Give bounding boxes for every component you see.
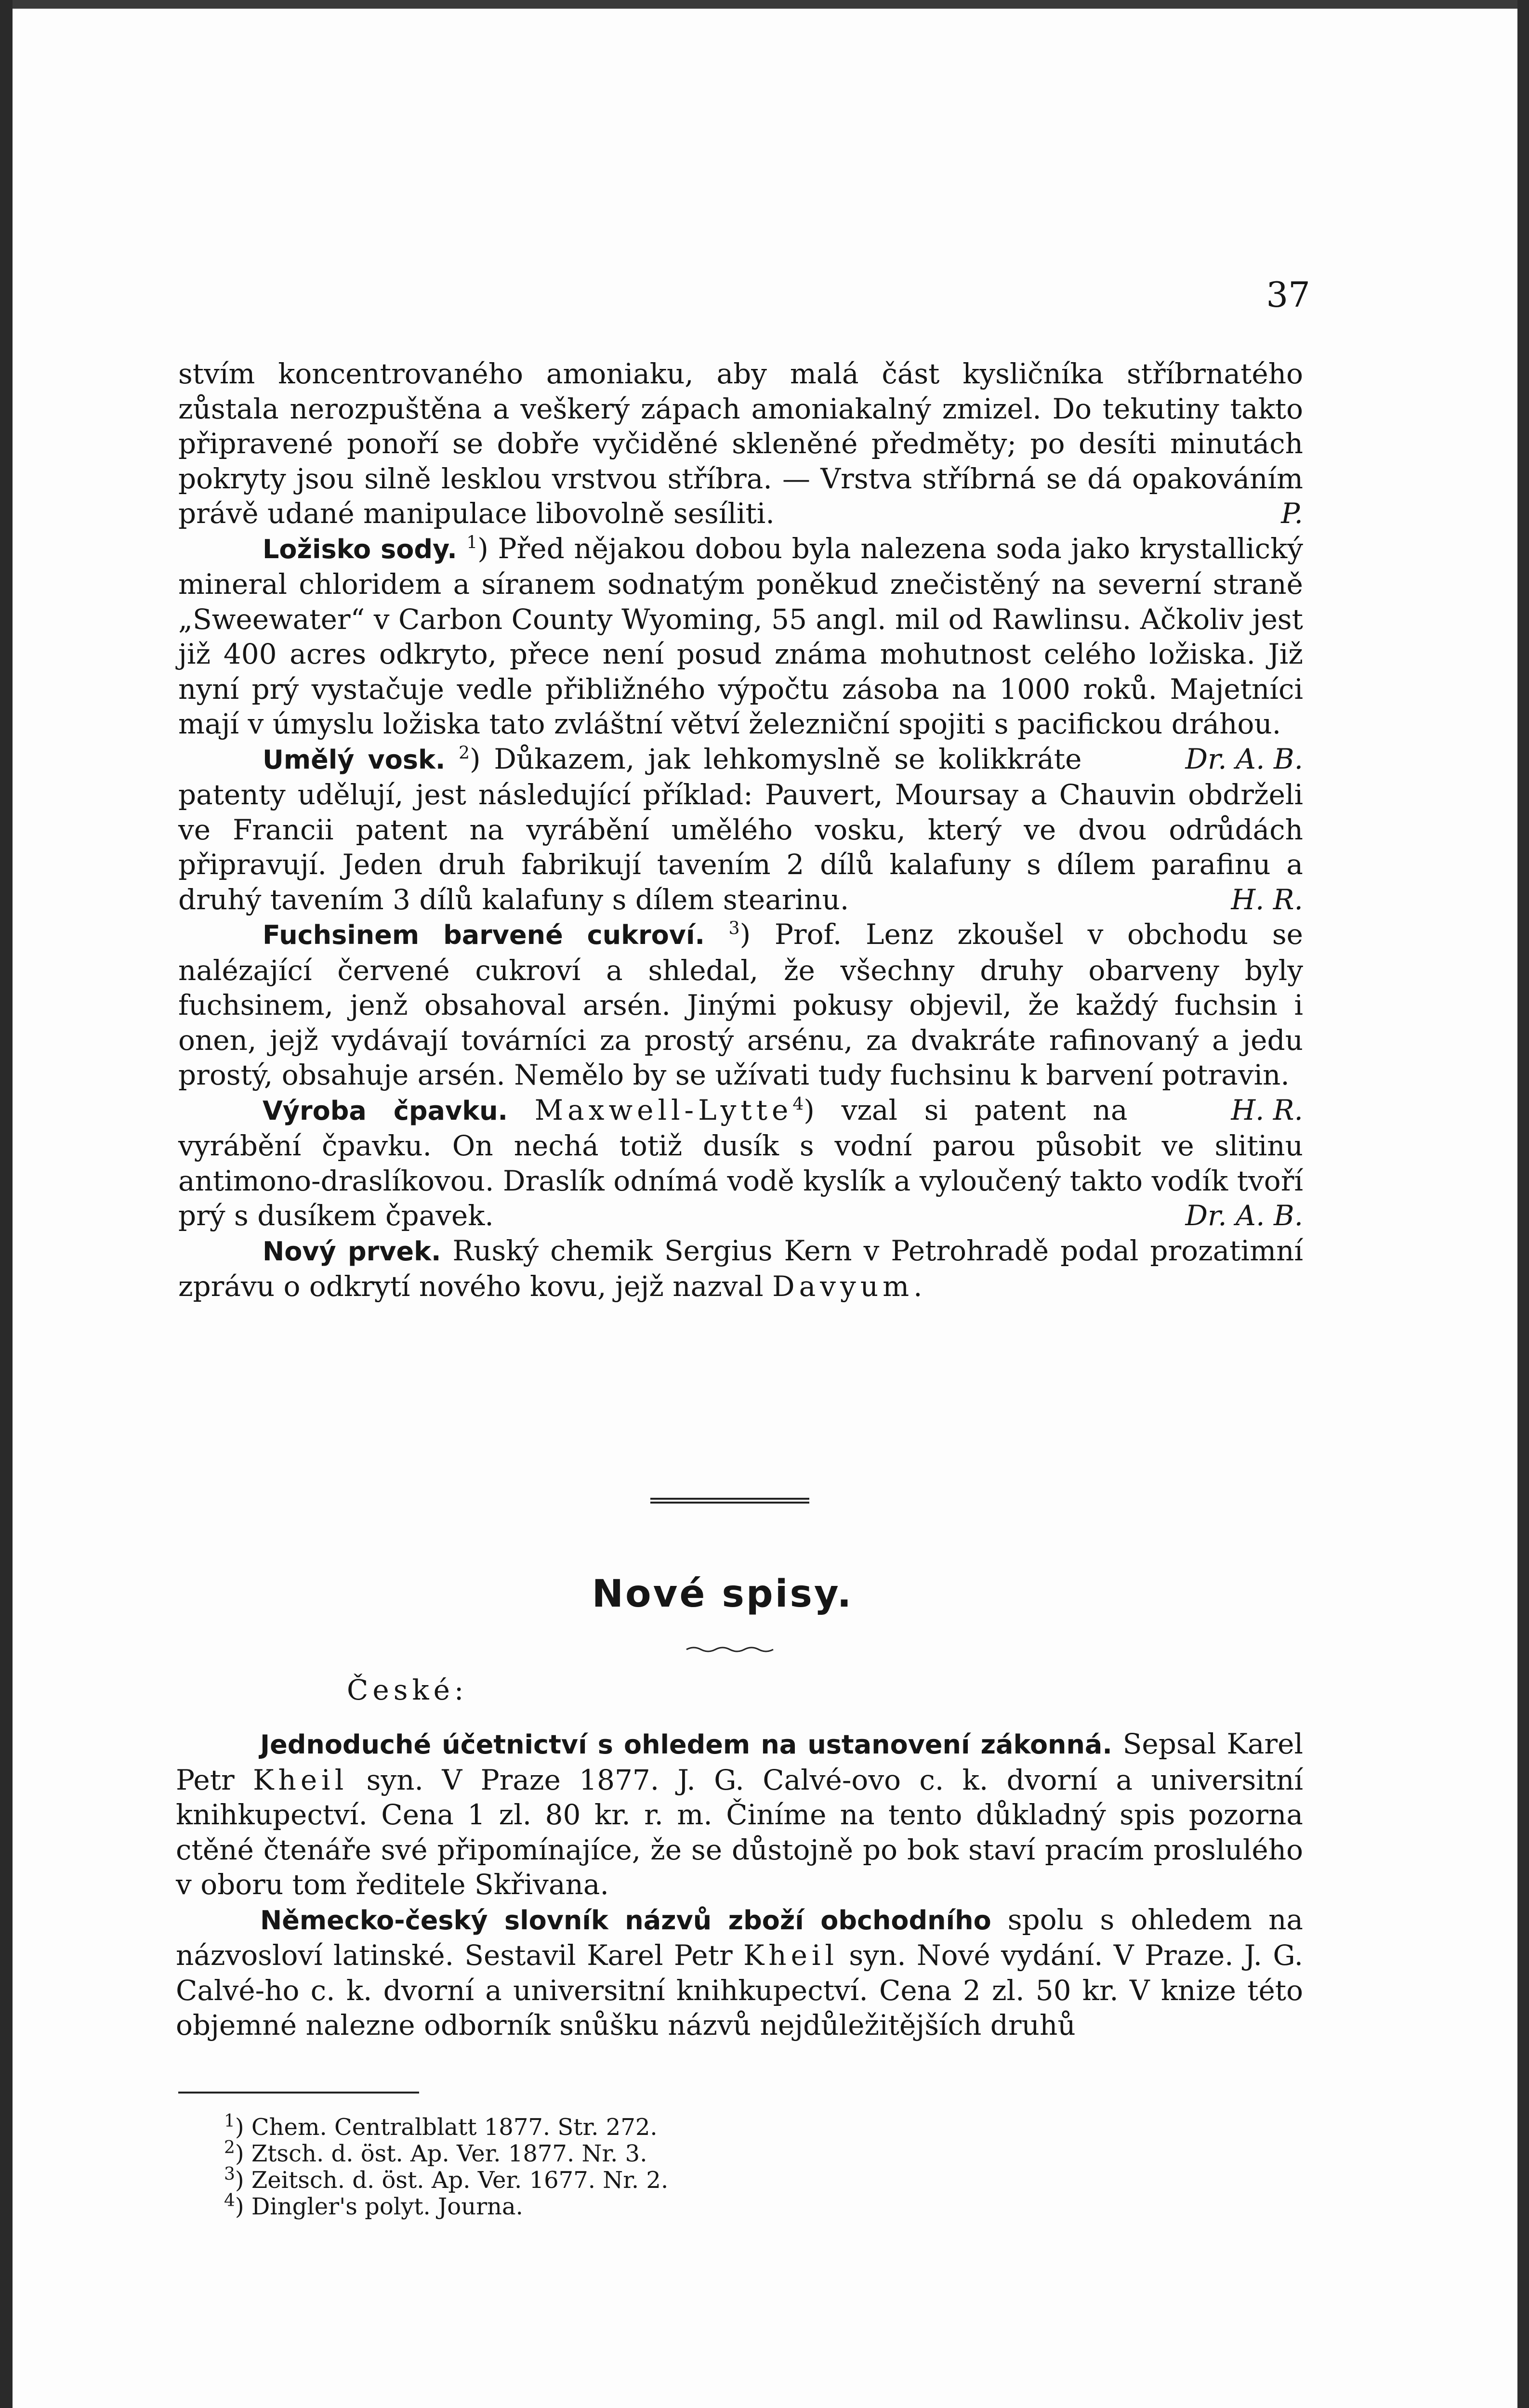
signature: Dr. A. B. xyxy=(1185,1199,1303,1232)
footnote-ref[interactable]: 4 xyxy=(792,1094,804,1114)
section-title: Nové spisy. xyxy=(592,1572,854,1616)
footnote-text: Zeitsch. d. öst. Ap. Ver. 1677. Nr. 2. xyxy=(251,2167,669,2194)
article-soda-text: Před nějakou dobou byla nalezena soda jako krystallický mineral chloridem a síranem sodnatým poněkud znečistěný na severní straně „Sweewater“ v Carbon County Wyoming, 55 angl. mil od Rawlinsu. Ačkoliv jest již 400 acres odkryto, přece není posud známa mohutnost celého ložiska. Již nyní prý vystačuje vedle přibližného výpočtu zásoba na 1000 roků. Majetníci mají v úmyslu ložiska tato zvláštní větví železniční spojiti s pacifickou dráhou. xyxy=(178,532,1303,740)
footnote-number: 2 xyxy=(224,2138,235,2158)
author-name: Kheil xyxy=(743,1939,839,1972)
subsection-label: České: xyxy=(347,1674,468,1706)
footnote-text: Chem. Centralblatt 1877. Str. 272. xyxy=(251,2114,658,2141)
book-text: syn. V Praze 1877. J. G. Calvé-ovo c. k. dvorní a universitní knihkupectví. Cena 1 zl. 80 kr. r. m. Činíme na tento důkladný spis pozorna ctěné čtenáře své připomínajíce, že se důstojně po bok staví pracím proslulého v oboru tom ředitele Skřivana. xyxy=(176,1763,1304,1901)
footnote: $^3$) Zeitsch. d. öst. Ap. Ver. 1677. Nr. 2. xyxy=(224,2164,669,2194)
footnote-text: Ztsch. d. öst. Ap. Ver. 1877. Nr. 3. xyxy=(251,2140,647,2167)
article-title: Výroba čpavku. xyxy=(263,1095,508,1126)
news-column xyxy=(178,356,1303,1304)
footnote-ref[interactable]: 2 xyxy=(459,743,470,763)
article-fuchsin: Fuchsinem barvené cukroví. $^3$) Prof. Lenz zkoušel v obchodu se nalézající červené cukroví a shledal, že všechny druhy obarveny byly fuchsinem, jenž obsahoval arsén. Jinými pokusy objevil, že každý fuchsin i onen, jejž vydávají továrníci za prostý arsénu, za dvakráte rafinovaný a jedu prostý, obsahuje arsén. Nemělo by se užívati tudy fuchsinu k barvení potravin. H. R. xyxy=(178,917,1303,1093)
book-entry-dictionary xyxy=(176,1902,1303,2043)
footnote-number: 1 xyxy=(224,2111,235,2131)
article-wax-text: Důkazem, jak lehkomyslně se kolikkráte patenty udělují, jest následující příklad: Pauvert, Moursay a Chauvin obdrželi ve Francii patent na vyrábění umělého vosku, který ve dvou odrůdách připravují. Jeden druh fabrikují tavením 2 dílů kalafuny s dílem parafinu a druhý tavením 3 dílů kalafuny s dílem stearinu. xyxy=(178,742,1303,916)
article-new-element xyxy=(178,1233,1303,1304)
signature: Dr. A. B. xyxy=(1185,742,1303,775)
article-wax: Umělý vosk. $^2$) Důkazem, jak lehkomyslně se kolikkráte patenty udělují, jest následující příklad: Pauvert, Moursay a Chauvin obdrželi ve Francii patent na vyrábění umělého vosku, který ve dvou odrůdách připravují. Jeden druh fabrikují tavením 2 dílů kalafuny s dílem parafinu a druhý tavením 3 dílů kalafuny s dílem stearinu. H. R. xyxy=(178,742,1303,917)
footnote-ref[interactable]: 1 xyxy=(466,533,478,553)
signature: H. R. xyxy=(1231,1093,1303,1126)
scan-left-edge xyxy=(0,0,13,2408)
books-column xyxy=(176,1727,1303,2043)
footnote: $^1$) Chem. Centralblatt 1877. Str. 272. xyxy=(224,2111,658,2141)
article-fuchsin-text: Prof. Lenz zkoušel v obchodu se nalézající červené cukroví a shledal, že všechny druhy obarveny byly fuchsinem, jenž obsahoval arsén. Jinými pokusy objevil, že každý fuchsin i onen, jejž vydávají továrníci za prostý arsénu, za dvakráte rafinovaný a jedu prostý, obsahuje arsén. Nemělo by se užívati tudy fuchsinu k barvení potravin. xyxy=(178,918,1303,1091)
footnote-text: Dingler's polyt. Journa. xyxy=(251,2193,523,2220)
article-ammonia: Výroba čpavku. Maxwell-Lytte$^4$) vzal si patent na vyrábění čpavku. On nechá totiž dusík s vodní parou působit ve slitinu antimono-draslíkovou. Draslík odnímá vodě kyslík a vyloučený takto vodík tvoří prý s dusíkem čpavek. Dr. A. B. xyxy=(178,1093,1303,1233)
article-title: Fuchsinem barvené cukroví. xyxy=(263,920,705,950)
signature: P. xyxy=(1281,497,1303,530)
footnote-number: 4 xyxy=(224,2191,235,2211)
book-text: spolu s ohledem na názvosloví latinské. Sestavil Karel Petr xyxy=(176,1903,1303,1972)
footnotes xyxy=(224,2111,669,2220)
book-title: Jednoduché účetnictví s ohledem na ustanovení zákonná. xyxy=(260,1729,1112,1760)
article-soda: Ložisko sody. $^1$) Před nějakou dobou byla nalezena soda jako krystallický mineral chloridem a síranem sodnatým poněkud znečistěný na severní straně „Sweewater“ v Carbon County Wyoming, 55 angl. mil od Rawlinsu. Ačkoliv jest již 400 acres odkryto, přece není posud známa mohutnost celého ložiska. Již nyní prý vystačuje vedle přibližného výpočtu zásoba na 1000 roků. Majetníci mají v úmyslu ložiska tato zvláštní větví železniční spojiti s pacifickou dráhou. Dr. A. B. xyxy=(178,531,1303,742)
page-number: 37 xyxy=(1266,275,1310,315)
article-title: Nový prvek. xyxy=(263,1236,441,1267)
element-name: Davyum xyxy=(772,1270,914,1303)
signature: H. R. xyxy=(1231,883,1303,916)
article-new-element-text: Ruský chemik Sergius Kern v Petrohradě podal prozatimní zprávu o odkrytí nového kovu, jejž nazval xyxy=(178,1234,1304,1303)
wave-ornament-icon xyxy=(684,1645,780,1654)
sentence-end: . xyxy=(913,1270,923,1303)
article-silvering-text: stvím koncentrovaného amoniaku, aby malá část kysličníka stříbrnatého zůstala nerozpuštěna a veškerý zápach amoniakalný zmizel. Do tekutiny takto připravené ponoří se dobře vyčiděné skleněné předměty; po desíti minutách pokryty jsou silně lesklou vrstvou stříbra. — Vrstva stříbrná se dá opakováním právě udané manipulace libovolně sesíliti. xyxy=(178,357,1303,530)
person-name: Maxwell-Lytte xyxy=(534,1093,793,1126)
footnote: $^2$) Ztsch. d. öst. Ap. Ver. 1877. Nr. 3. xyxy=(224,2138,647,2167)
footnote-ref[interactable]: 3 xyxy=(728,918,740,939)
book-text: Sepsal Karel Petr xyxy=(176,1727,1304,1796)
footnote-number: 3 xyxy=(224,2164,235,2184)
article-ammonia-text: vzal si patent na vyrábění čpavku. On nechá totiž dusík s vodní parou působit ve slitinu antimono-draslíkovou. Draslík odnímá vodě kyslík a vyloučený takto vodík tvoří prý s dusíkem čpavek. xyxy=(178,1093,1303,1232)
section-divider xyxy=(650,1498,809,1504)
book-text: syn. Nové vydání. V Praze. J. G. Calvé-ho c. k. dvorní a universitní knihkupectví. Cena 2 zl. 50 kr. V knize této objemné nalezne odborník snůšku názvů nejdůležitějších druhů xyxy=(176,1939,1304,2042)
article-silvering xyxy=(178,356,1303,531)
scan-right-edge xyxy=(1517,0,1529,2408)
article-title: Umělý vosk. xyxy=(263,744,446,775)
footnote-divider xyxy=(178,2092,419,2094)
footnote: $^4$) Dingler's polyt. Journa. xyxy=(224,2191,523,2220)
book-entry-accounting xyxy=(176,1727,1303,1902)
book-title: Německo-český slovník názvů zboží obchodního xyxy=(260,1905,991,1936)
author-name: Kheil xyxy=(253,1763,348,1796)
article-title: Ložisko sody. xyxy=(263,534,457,564)
scan-top-edge xyxy=(0,0,1529,9)
